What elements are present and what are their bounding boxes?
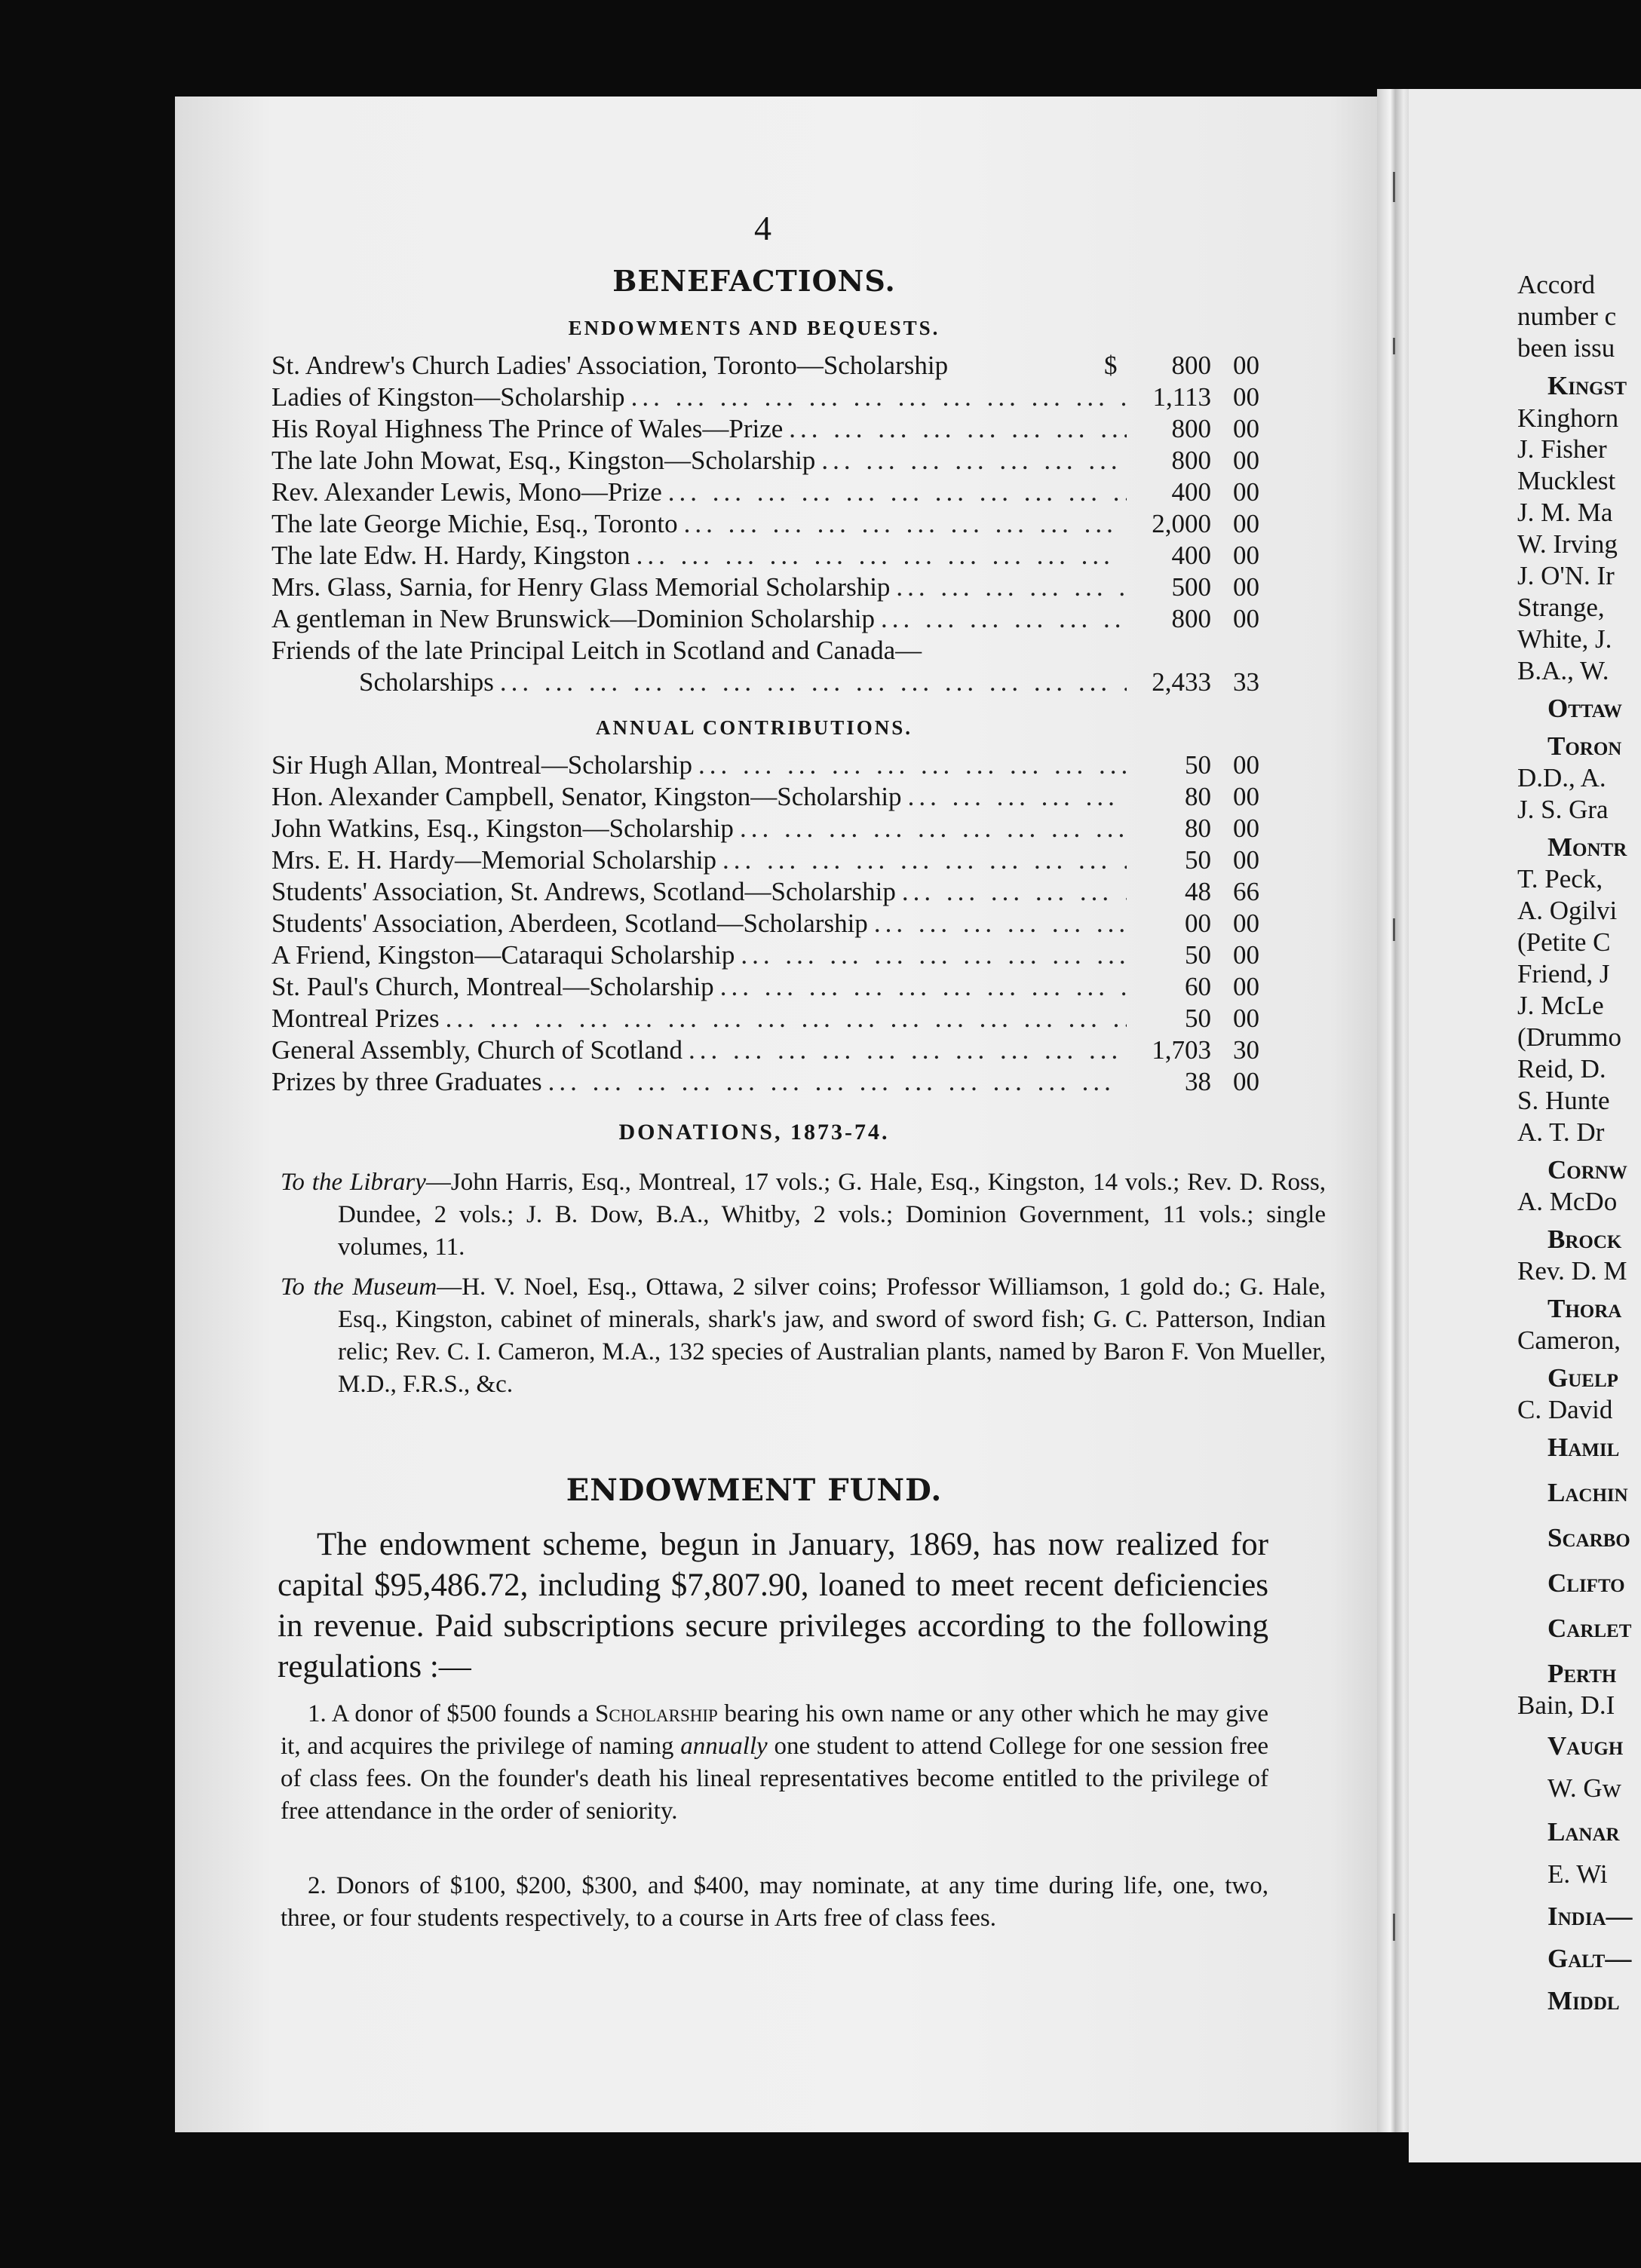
leader-dots [890, 572, 1127, 603]
endowment-row [271, 413, 1259, 445]
annual-label: Mrs. E. H. Hardy—Memorial Scholarship [271, 845, 717, 875]
right-page-line: A. Ogilvi [1517, 896, 1618, 925]
annual-amount: 1,703 [1152, 1035, 1211, 1065]
annual-cents: 30 [1233, 1035, 1259, 1065]
annual-row [271, 908, 1259, 939]
right-page-line: number c [1517, 302, 1617, 331]
endowment-cents: 00 [1233, 382, 1259, 412]
right-page-heading: Middl [1547, 1986, 1620, 2015]
annual-row [271, 1066, 1259, 1098]
annual-label: A Friend, Kingston—Cataraqui Scholarship [271, 940, 735, 970]
endowment-amount: 1,113 [1152, 382, 1211, 412]
endowment-cents: 00 [1233, 604, 1259, 633]
right-page-line: Cameron, [1517, 1326, 1621, 1355]
endowment-row [271, 540, 1259, 572]
right-page-heading: Lanar [1547, 1817, 1620, 1847]
endowment-amount: 800 [1171, 351, 1211, 380]
right-page-line: A. McDo [1517, 1187, 1618, 1216]
book-gutter [1377, 89, 1410, 2132]
endowment-cents: 00 [1233, 541, 1259, 570]
right-page-heading: Scarbo [1547, 1523, 1630, 1552]
endowment-row [271, 572, 1259, 603]
annual-amount: 38 [1185, 1067, 1211, 1096]
leader-dots [783, 413, 1127, 445]
leader-dots [678, 508, 1127, 540]
leader-dots [625, 382, 1127, 413]
right-page-heading: Kingst [1547, 371, 1627, 400]
annual-row [271, 939, 1259, 971]
right-page-heading: Vaugh [1547, 1731, 1624, 1761]
annual-label: St. Paul's Church, Montreal—Scholarship [271, 972, 714, 1001]
annual-cents: 00 [1233, 940, 1259, 970]
annual-label: Students' Association, St. Andrews, Scotland—Scholarship [271, 877, 896, 906]
library-lead: To the Library [281, 1169, 426, 1196]
endowment-amount: 2,000 [1152, 509, 1211, 538]
endowment-label: The late George Michie, Esq., Toronto [271, 509, 678, 538]
annual-amount: 00 [1185, 909, 1211, 938]
right-page-line: Reid, D. [1517, 1054, 1606, 1083]
leader-dots [542, 1066, 1127, 1098]
regulation-1-a: 1. A donor of $500 founds a [308, 1700, 596, 1727]
right-page-line: Kinghorn [1517, 403, 1619, 433]
endowment-row [271, 382, 1259, 413]
right-page-heading: Galt— [1547, 1944, 1632, 1973]
leader-dots [716, 844, 1127, 876]
right-page-heading: Ottaw [1547, 694, 1623, 723]
page-number: 4 [754, 209, 771, 247]
endowment-label: Scholarships [359, 667, 494, 697]
leader-dots [734, 813, 1127, 844]
right-page-heading: Thora [1547, 1294, 1622, 1323]
right-page-heading: Montr [1547, 832, 1627, 862]
annual-label: Students' Association, Aberdeen, Scotland—Scholarship [271, 909, 868, 938]
endowment-label: St. Andrew's Church Ladies' Association, Toronto—Scholarship [271, 351, 949, 380]
annual-label: General Assembly, Church of Scotland [271, 1035, 682, 1065]
endowment-amount: 400 [1171, 477, 1211, 507]
endowment-amount: 2,433 [1152, 667, 1211, 697]
right-page-line: been issu [1517, 333, 1615, 363]
right-page-heading: Lachin [1547, 1478, 1628, 1507]
endowment-fund-intro: The endowment scheme, begun in January, 1869, has now realized for capital $95,486.72, including $7,807.90, loaned to meet recent deficiencies in revenue. Paid subscriptions secure privileges according to the following regulations :— [278, 1527, 1268, 1684]
endowments-list [271, 350, 1259, 698]
regulation-1-b: bearing his own name or any other which he may give it, and acquires the privilege of naming [281, 1700, 1269, 1760]
leader-dots [902, 781, 1127, 813]
leader-dots [692, 749, 1127, 781]
endowment-cents: 00 [1233, 351, 1259, 380]
annual-amount: 60 [1185, 972, 1211, 1001]
regulation-1-annually: annually [680, 1733, 768, 1760]
annual-row [271, 876, 1259, 908]
annual-amount: 50 [1185, 750, 1211, 780]
endowment-amount: 800 [1171, 414, 1211, 443]
annual-amount: 80 [1185, 782, 1211, 811]
endowment-cents: 00 [1233, 477, 1259, 507]
leader-dots [868, 908, 1127, 939]
endowment-label: Rev. Alexander Lewis, Mono—Prize [271, 477, 662, 507]
endowment-row [271, 635, 1259, 667]
annual-label: Prizes by three Graduates [271, 1067, 542, 1096]
right-page-line: White, J. [1517, 624, 1612, 654]
donations-heading: DONATIONS, 1873-74. [618, 1120, 890, 1145]
annual-row [271, 813, 1259, 844]
endowment-cents: 00 [1233, 446, 1259, 475]
endowments-heading: ENDOWMENTS AND BEQUESTS. [568, 317, 940, 339]
endowment-row [271, 603, 1259, 635]
right-page-heading: India— [1547, 1902, 1633, 1931]
annual-row [271, 971, 1259, 1003]
annual-label: Montreal Prizes [271, 1004, 440, 1033]
annual-cents: 00 [1233, 782, 1259, 811]
regulation-1-scholarship: Scholarship [595, 1700, 718, 1727]
right-page-line: T. Peck, [1517, 864, 1603, 893]
right-page-heading: Perth [1547, 1659, 1617, 1688]
annual-row [271, 1003, 1259, 1034]
endowment-row [271, 477, 1259, 508]
right-page-heading: Clifto [1547, 1568, 1625, 1598]
right-page-line: J. Fisher [1517, 434, 1607, 464]
leader-dots [440, 1003, 1127, 1034]
annual-cents: 00 [1233, 972, 1259, 1001]
endowment-label: The late John Mowat, Esq., Kingston—Scholarship [271, 446, 816, 475]
regulation-1 [281, 1698, 1268, 1828]
regulation-1-c: one student to attend College for one session free of class fees. On the founder's death his lineal representatives become entitled to the privilege of free attendance in the order of seniority. [281, 1733, 1268, 1825]
right-page-line: Accord [1517, 270, 1596, 299]
endowment-label: Ladies of Kingston—Scholarship [271, 382, 625, 412]
right-page-line: (Petite C [1517, 927, 1611, 957]
endowment-label: His Royal Highness The Prince of Wales—Prize [271, 414, 784, 443]
right-page-line: W. Gw [1547, 1773, 1621, 1803]
endowment-cents: 00 [1233, 572, 1259, 602]
leader-dots [662, 477, 1127, 508]
right-page-line: A. T. Dr [1517, 1117, 1605, 1147]
right-page-line: Rev. D. M [1517, 1256, 1627, 1286]
leader-dots [682, 1034, 1127, 1066]
right-page-line: J. M. Ma [1517, 498, 1613, 527]
right-page-line: J. McLe [1517, 991, 1604, 1020]
endowment-row [271, 667, 1259, 698]
annual-amount: 80 [1185, 814, 1211, 843]
leader-dots [896, 876, 1127, 908]
annual-list [271, 749, 1259, 1098]
endowment-cents: 00 [1233, 414, 1259, 443]
annual-cents: 00 [1233, 845, 1259, 875]
library-text: —John Harris, Esq., Montreal, 17 vols.; G. Hale, Esq., Kingston, 14 vols.; Rev. D. Ross, Dundee, 2 vols.; J. B. Dow, B.A., Whitby, 2 vols.; Dominion Government, 11 vols.; single volumes, 11. [338, 1169, 1326, 1261]
annual-row [271, 781, 1259, 813]
right-page-line: E. Wi [1547, 1859, 1608, 1889]
annual-cents: 00 [1233, 750, 1259, 780]
right-page-line: B.A., W. [1517, 656, 1609, 685]
right-page-line: C. David [1517, 1395, 1613, 1424]
right-page-line: Friend, J [1517, 959, 1610, 988]
right-page-line: Bain, D.I [1517, 1690, 1615, 1720]
right-page-line: (Drummo [1517, 1022, 1622, 1052]
annual-cents: 00 [1233, 1004, 1259, 1033]
leader-dots [875, 603, 1127, 635]
endowment-amount: 800 [1171, 446, 1211, 475]
annual-cents: 00 [1233, 814, 1259, 843]
annual-cents: 66 [1233, 877, 1259, 906]
library-donations [281, 1166, 1326, 1264]
annual-label: Hon. Alexander Campbell, Senator, Kingston—Scholarship [271, 782, 902, 811]
leader-dots [714, 971, 1127, 1003]
endowment-label: Friends of the late Principal Leitch in Scotland and Canada— [271, 636, 922, 665]
right-page-line: D.D., A. [1517, 763, 1606, 792]
right-page-heading: Hamil [1547, 1433, 1620, 1462]
leader-dots [630, 540, 1127, 572]
endowment-cents: 00 [1233, 509, 1259, 538]
right-page-heading: Guelp [1547, 1363, 1618, 1393]
right-page-line: J. S. Gra [1517, 795, 1609, 824]
endowment-amount: 500 [1171, 572, 1211, 602]
endowment-amount: 800 [1171, 604, 1211, 633]
endowment-label: A gentleman in New Brunswick—Dominion Scholarship [271, 604, 876, 633]
annual-amount: 50 [1185, 1004, 1211, 1033]
annual-label: Sir Hugh Allan, Montreal—Scholarship [271, 750, 693, 780]
endowment-row [271, 350, 1259, 382]
endowment-row [271, 445, 1259, 477]
annual-heading: ANNUAL CONTRIBUTIONS. [595, 716, 913, 739]
right-page-line: Mucklest [1517, 466, 1616, 495]
dollar-sign: $ [1104, 351, 1118, 380]
right-page-line: W. Irving [1517, 529, 1618, 559]
right-page-line: S. Hunte [1517, 1086, 1610, 1115]
right-page-heading: Brock [1547, 1224, 1622, 1254]
museum-lead: To the Museum [281, 1273, 437, 1301]
annual-amount: 50 [1185, 845, 1211, 875]
annual-amount: 48 [1185, 877, 1211, 906]
museum-text: —H. V. Noel, Esq., Ottawa, 2 silver coins; Professor Williamson, 1 gold do.; G. Hale, Esq., Kingston, cabinet of minerals, shark's jaw, and sword of sword fish; G. C. Patterson, Indian relic; Rev. C. I. Cameron, M.A., 132 species of Australian plants, named by Baron F. Von Mueller, M.D., F.R.S., &c. [338, 1273, 1326, 1398]
annual-cents: 00 [1233, 909, 1259, 938]
annual-row [271, 1034, 1259, 1066]
annual-label: John Watkins, Esq., Kingston—Scholarship [271, 814, 734, 843]
endowment-fund-title: ENDOWMENT FUND. [566, 1473, 943, 1508]
leader-dots [494, 667, 1127, 698]
endowment-label: Mrs. Glass, Sarnia, for Henry Glass Memorial Scholarship [271, 572, 891, 602]
annual-row [271, 749, 1259, 781]
museum-donations [281, 1271, 1326, 1401]
annual-row [271, 844, 1259, 876]
regulation-2: 2. Donors of $100, $200, $300, and $400, may nominate, at any time during life, one, two, three, or four students respectively, to a course in Arts free of class fees. [281, 1872, 1268, 1932]
benefactions-title: BENEFACTIONS. [612, 264, 896, 298]
right-page-line: Strange, [1517, 593, 1605, 622]
right-page-heading: Carlet [1547, 1614, 1632, 1643]
endowment-row [271, 508, 1259, 540]
leader-dots [815, 445, 1127, 477]
endowment-cents: 33 [1233, 667, 1259, 697]
right-page-heading: Cornw [1547, 1155, 1627, 1185]
right-page-line: J. O'N. Ir [1517, 561, 1615, 590]
annual-amount: 50 [1185, 940, 1211, 970]
right-page-heading: Toron [1547, 731, 1622, 761]
leader-dots [735, 939, 1127, 971]
endowment-label: The late Edw. H. Hardy, Kingston [271, 541, 630, 570]
annual-cents: 00 [1233, 1067, 1259, 1096]
endowment-amount: 400 [1171, 541, 1211, 570]
